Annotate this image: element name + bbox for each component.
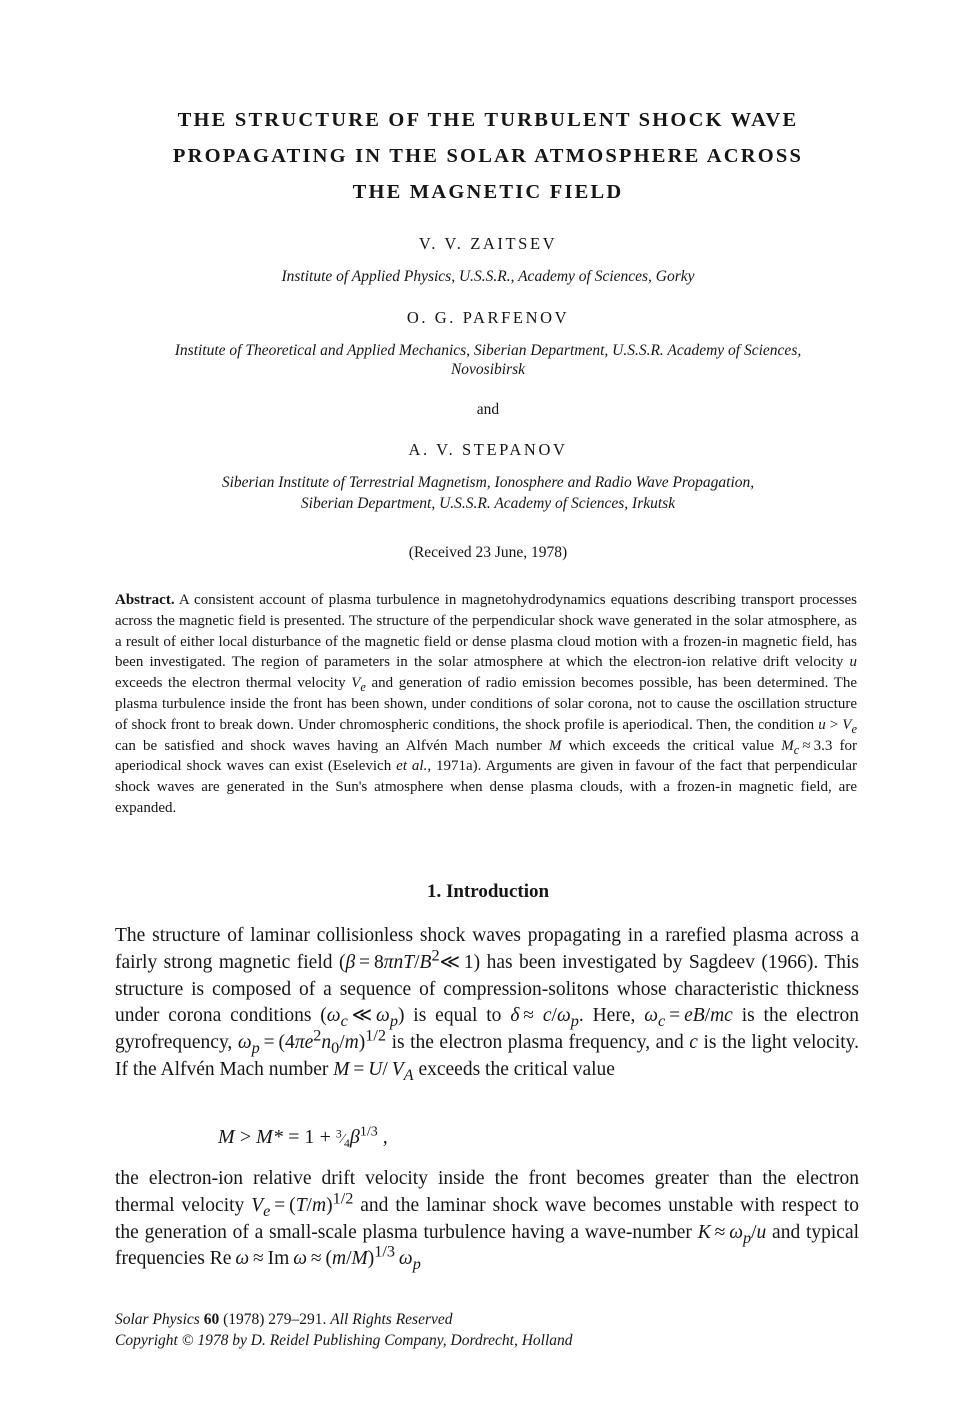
equation-critical-mach: $M > M* = 1 + ^3⁄_4\beta^{1/3}$ , bbox=[218, 1124, 388, 1150]
abstract: Abstract. A consistent account of plasma turbulence in magnetohydrodynamics equations describing transport processes across the magnetic field is presented. The structure of the perpendicular shock wave generated in the solar atmosphere, as a result of either local disturbance of the magnetic field or dense plasma cloud motion with a frozen-in magnetic field, has been investigated. The region of parameters in the solar atmosphere at which the electron-ion relative drift velocity u exceeds the electron thermal velocity $V_e$ and generation of radio emission becomes possible, has been determined. The plasma turbulence inside the front has been shown, under conditions of solar corona, not to cause the oscillation structure of shock front to break down. Under chromospheric conditions, the shock profile is aperiodical. Then, the condition $u > V_e$ can be satisfied and shock waves having an Alfvén Mach number M which exceeds the critical value $M_c \approx 3.3$ for aperiodical shock waves can exist (Eselevich et al., 1971a). Arguments are given in favour of the fact that perpendicular shock waves are generated in the Sun's atmosphere when dense plasma clouds, with a frozen-in magnetic field, are expanded. bbox=[115, 592, 858, 816]
intro-text-1h: exceeds the critical value bbox=[418, 1058, 615, 1080]
footer-year-pages: (1978) 279–291. bbox=[223, 1311, 327, 1328]
footer-citation bbox=[115, 1309, 453, 1330]
author-1-affiliation: Institute of Applied Physics, U.S.S.R., Academy of Sciences, Gorky bbox=[281, 268, 695, 285]
intro-text-2c: and typical frequencies bbox=[115, 1221, 860, 1270]
title-line-1: THE STRUCTURE OF THE TURBULENT SHOCK WAVE bbox=[177, 109, 799, 131]
footer-copyright: Copyright © 1978 by D. Reidel Publishing Company, Dordrecht, Holland bbox=[115, 1332, 573, 1349]
abstract-text-7: , 1971a). Arguments are given in favour of the fact that perpendicular shock waves are generated in the Sun's atmosphere when dense plasma clouds, with a frozen-in magnetic field, are expanded. bbox=[115, 758, 857, 816]
abstract-et-al: et al. bbox=[396, 758, 428, 775]
author-3-affiliation-line-1: Siberian Institute of Terrestrial Magnetism, Ionosphere and Radio Wave Propagation, bbox=[221, 474, 755, 491]
intro-paragraph-2: the electron-ion relative drift velocity inside the front becomes greater than the electron thermal velocity $V_e = (T/m)^{1/2}$ and the laminar shock wave becomes unstable with respect to the generation of a small-scale plasma turbulence having a wave-number $K \approx \omega_p/u$ and typical frequencies Re ω ≈ Im $\omega \approx (m/M)^{1/3}$ $\omega_p$ bbox=[115, 1168, 860, 1274]
and-text: and bbox=[476, 401, 500, 418]
author-2-affiliation-line-1: Institute of Theoretical and Applied Mechanics, Siberian Department, U.S.S.R. Academy of Sciences, bbox=[174, 342, 802, 359]
abstract-text-6: for aperiodical shock waves can exist (Eselevich bbox=[115, 737, 858, 775]
intro-text-1c: ) is equal to bbox=[397, 1005, 502, 1027]
abstract-label: Abstract. bbox=[115, 592, 175, 608]
paper-title bbox=[0, 102, 976, 210]
abstract-text-2: exceeds the electron thermal velocity bbox=[115, 675, 346, 692]
abstract-text-3: and generation of radio emission becomes possible, has been determined. The plasma turbulence inside the front has been shown, under conditions of solar corona, not to cause the oscillation structure of shock front to break down. Under chromospheric conditions, the shock profile is aperiodical. Then, the condition bbox=[115, 675, 858, 733]
intro-text-2a: the electron-ion relative drift velocity inside the front becomes greater than the electron thermal velocity bbox=[115, 1168, 859, 1216]
intro-text-1f: is the electron plasma frequency, and bbox=[391, 1032, 684, 1054]
intro-text-1b: ) has been investigated by Sagdeev (1966). This structure is composed of a sequence of compression-solitons whose characteristic thickness under corona conditions ( bbox=[115, 951, 859, 1027]
intro-text-1e: is the electron gyrofrequency, bbox=[115, 1005, 860, 1054]
abstract-text-5: which exceeds the critical value bbox=[568, 737, 775, 754]
intro-text-1a: The structure of laminar collisionless shock waves propagating in a rarefied plasma across a fairly strong magnetic field ( bbox=[115, 925, 859, 973]
author-2-name: O. G. PARFENOV bbox=[406, 308, 570, 327]
abstract-text-1: A consistent account of plasma turbulence in magnetohydrodynamics equations describing transport processes across the magnetic field is presented. The structure of the perpendicular shock wave generated in the solar atmosphere, as a result of either local disturbance of the magnetic field or dense plasma cloud motion with a frozen-in magnetic field, has been investigated. The region of parameters in the solar atmosphere at which the electron-ion relative drift velocity bbox=[115, 592, 857, 671]
title-line-3: THE MAGNETIC FIELD bbox=[352, 181, 624, 203]
footer-rights: All Rights Reserved bbox=[330, 1311, 453, 1328]
footer-journal: Solar Physics bbox=[115, 1311, 200, 1328]
section-heading: 1. Introduction bbox=[426, 881, 550, 902]
author-3-affiliation-line-2: Siberian Department, U.S.S.R. Academy of Sciences, Irkutsk bbox=[300, 495, 676, 512]
abstract-text-4: can be satisfied and shock waves having an Alfvén Mach number bbox=[115, 737, 542, 754]
author-3-name: A. V. STEPANOV bbox=[408, 440, 568, 459]
intro-text-2b: and the laminar shock wave becomes unstable with respect to the generation of a small-scale plasma turbulence having a wave-number bbox=[115, 1194, 860, 1243]
received-date: (Received 23 June, 1978) bbox=[408, 544, 568, 561]
intro-paragraph-1: The structure of laminar collisionless shock waves propagating in a rarefied plasma across a fairly strong magnetic field ($\beta = 8\pi nT/B^2≪$ 1) has been investigated by Sagdeev (1966). This structure is composed of a sequence of compression-solitons whose characteristic thickness under corona conditions ($\omega_c$ ≪ $\omega_p$) is equal to $\delta \approx c/\omega_p$. Here, $\omega_c = eB/mc$ is the electron gyrofrequency, $\omega_p = (4\pi e^2n_0/m)^{1/2}$ is the electron plasma frequency, and c is the light velocity. If the Alfvén Mach number M = U/ $V_A$ exceeds the critical value bbox=[115, 925, 860, 1084]
footer-volume: 60 bbox=[203, 1311, 220, 1328]
author-2-affiliation-line-2: Novosibirsk bbox=[450, 361, 526, 378]
intro-text-1g: is the light velocity. If the Alfvén Mach number bbox=[115, 1032, 860, 1080]
author-1-name: V. V. ZAITSEV bbox=[418, 234, 558, 253]
intro-text-1d: . Here, bbox=[578, 1005, 636, 1027]
title-line-2: PROPAGATING IN THE SOLAR ATMOSPHERE ACROSS bbox=[172, 145, 804, 167]
